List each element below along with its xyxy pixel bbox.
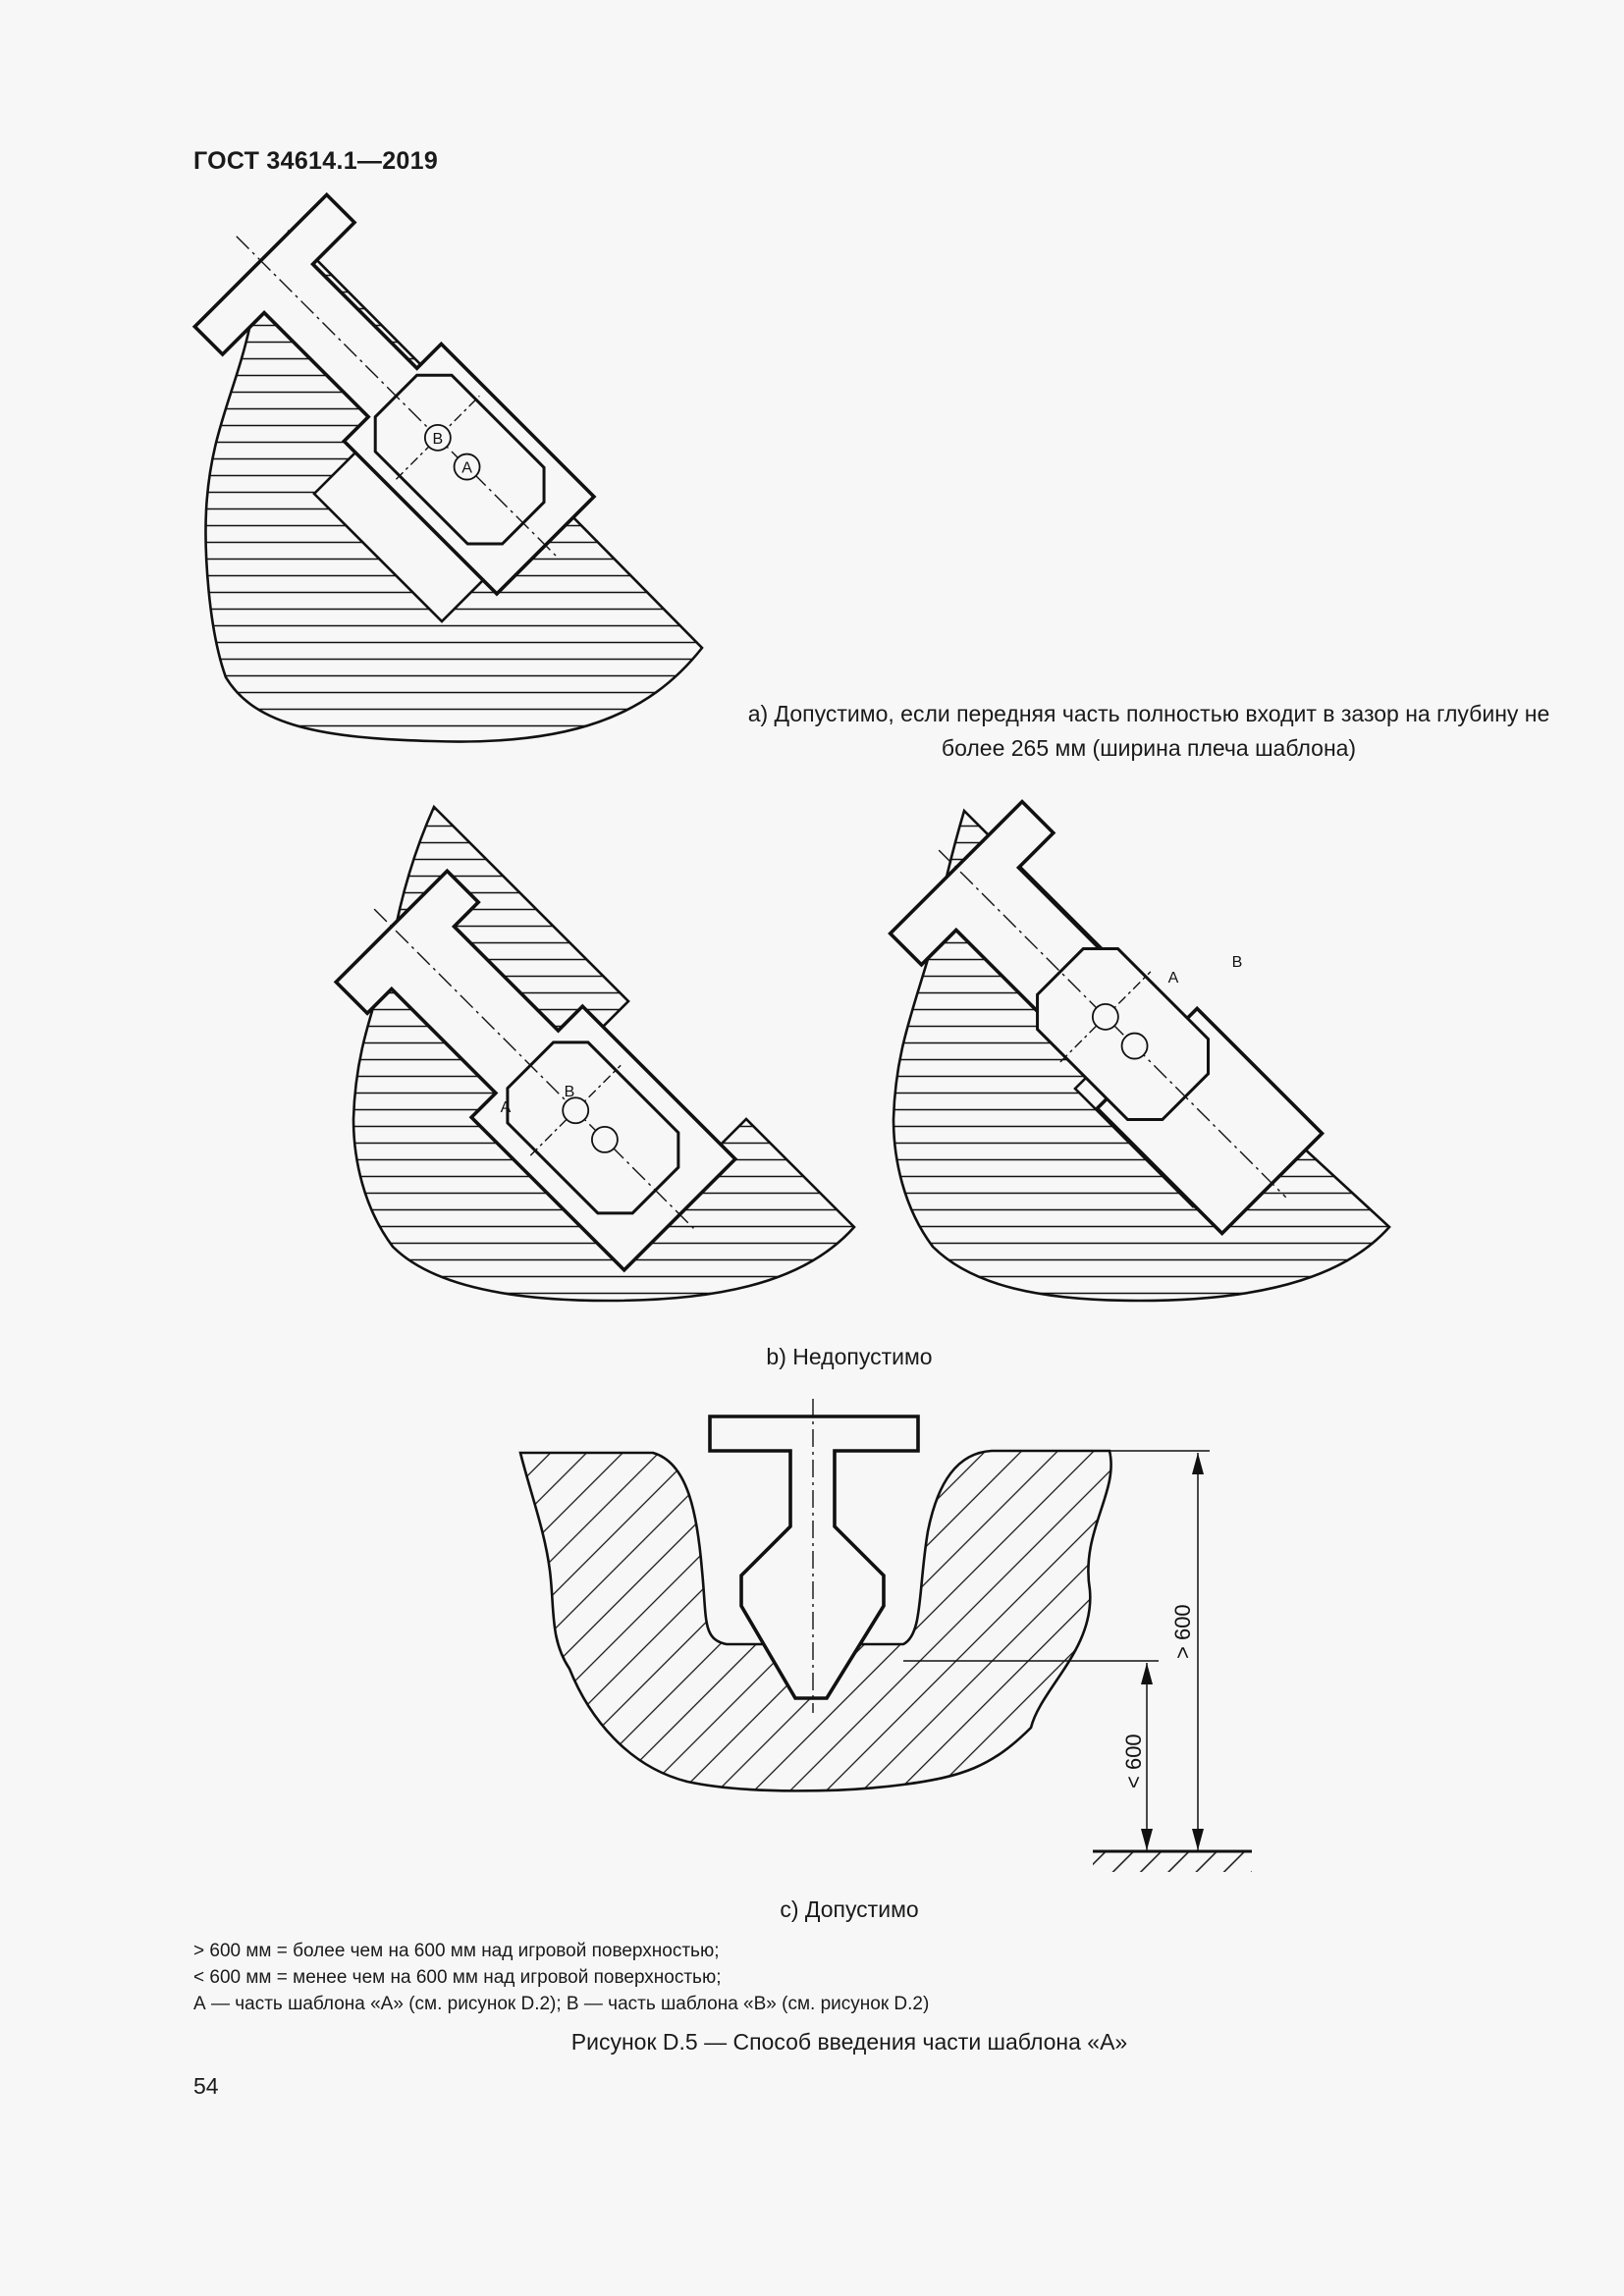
svg-text:A: A — [500, 1099, 512, 1116]
caption-b: b) Недопустимо — [766, 1344, 933, 1369]
svg-text:B: B — [564, 1084, 575, 1100]
note-line: > 600 мм = более чем на 600 мм над игровой поверхностью; — [193, 1941, 720, 1961]
figure-notes — [193, 1938, 929, 2017]
figure-b-left — [319, 807, 854, 1301]
figure-c — [520, 1399, 1252, 1872]
svg-text:B: B — [1231, 954, 1243, 971]
dimension-over-600: > 600 — [1170, 1604, 1195, 1659]
template-part-a-label: A — [461, 459, 472, 477]
figure-title: Рисунок D.5 — Способ введения части шаблона «А» — [570, 2029, 1128, 2055]
caption-a: а) Допустимо, если передняя часть полностью входит в зазор на глубину не более 265 мм (ширина плеча шаблона) — [747, 701, 1550, 761]
document-header: ГОСТ 34614.1—2019 — [193, 147, 439, 175]
ground-hatch — [1093, 1852, 1252, 1872]
page-number: 54 — [193, 2073, 219, 2099]
note-line: А — часть шаблона «А» (см. рисунок D.2); В — часть шаблона «В» (см. рисунок D.2) — [193, 1994, 930, 2014]
dimension-under-600: < 600 — [1121, 1734, 1146, 1789]
caption-c: c) Допустимо — [780, 1896, 919, 1922]
figure-a — [171, 171, 702, 742]
figure-b-right — [873, 784, 1389, 1301]
note-line: < 600 мм = менее чем на 600 мм над игровой поверхностью; — [193, 1967, 722, 1988]
template-part-b-label: B — [432, 430, 444, 448]
svg-text:A: A — [1167, 970, 1179, 987]
